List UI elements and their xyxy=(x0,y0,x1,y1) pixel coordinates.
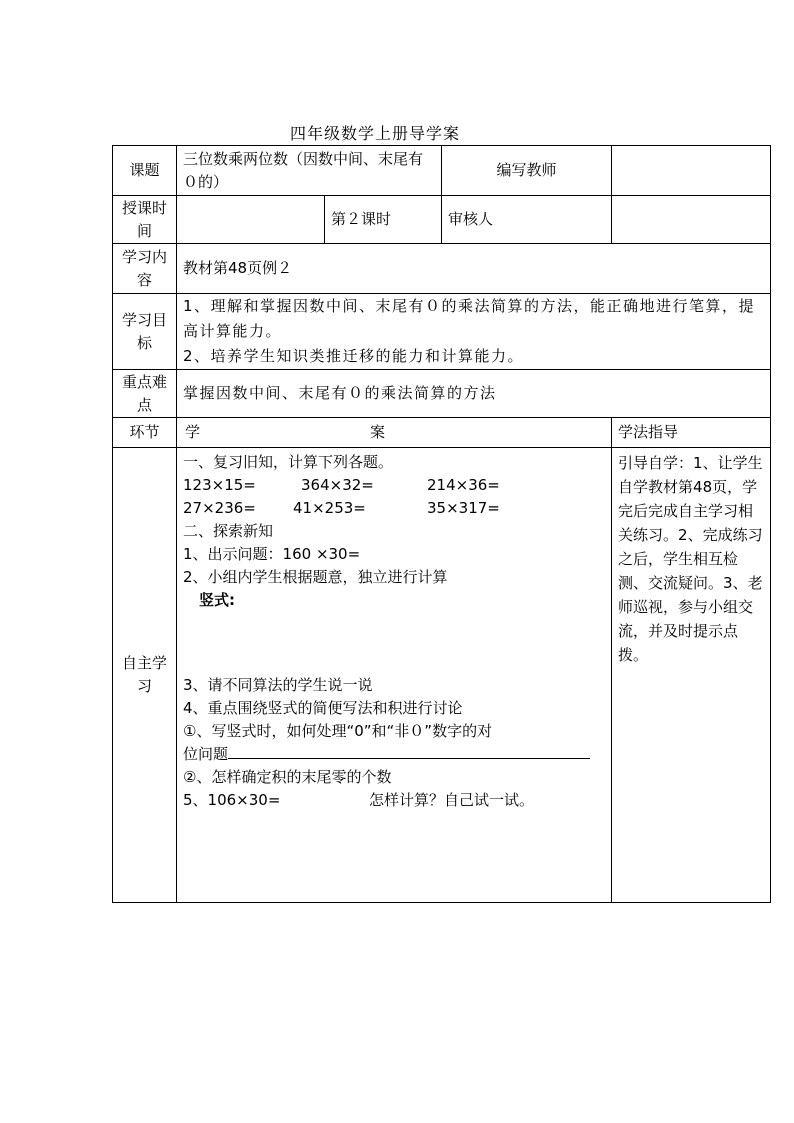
page-title: 四年级数学上册导学案 xyxy=(290,124,461,143)
calc-row: 123×15= 364×32= 214×36= xyxy=(183,476,500,494)
key-value: 掌握因数中间、末尾有０的乘法简算的方法 xyxy=(177,370,771,418)
time-value xyxy=(177,196,325,244)
vertical-calc-label: 竖式: xyxy=(199,591,235,609)
goal-label: 学习目标 xyxy=(113,294,177,370)
plan-line: 5、106×30= 怎样计算？自己试一试。 xyxy=(183,791,535,809)
plan-line: ①、写竖式时，如何处理“0”和“非０”数字的对 xyxy=(183,722,493,740)
plan-content xyxy=(177,448,612,903)
teacher-label: 编写教师 xyxy=(442,146,612,196)
reviewer-value xyxy=(612,196,771,244)
section-label: 环节 xyxy=(113,418,177,448)
plan-header-a: 学 xyxy=(185,423,201,441)
plan-line: 2、小组内学生根据题意，独立进行计算 xyxy=(183,568,448,586)
guide-header: 学法指导 xyxy=(612,418,771,448)
plan-line: ②、怎样确定积的末尾零的个数 xyxy=(183,768,392,786)
content-label: 学习内容 xyxy=(113,244,177,294)
time-label: 授课时间 xyxy=(113,196,177,244)
plan-line: 1、出示问题：160 ×30= xyxy=(183,545,361,563)
guide-content: 引导自学：1、让学生自学教材第48页，学完后完成自主学习相关练习。2、完成练习之后，学生相互检测、交流疑问。3、老师巡视，参与小组交流，并及时提示点拨。 xyxy=(612,448,771,903)
content-value: 教材第48页例２ xyxy=(177,244,771,294)
study-plan-table xyxy=(112,145,771,903)
lesson-number: 第２课时 xyxy=(325,196,442,244)
plan-line: 3、请不同算法的学生说一说 xyxy=(183,676,373,694)
reviewer-label: 审核人 xyxy=(442,196,612,244)
plan-line: 4、重点围绕竖式的简便写法和积进行讨论 xyxy=(183,699,463,717)
topic-label: 课题 xyxy=(113,146,177,196)
goal-item: 2、培养学生知识类推迁移的能力和计算能力。 xyxy=(183,347,525,365)
topic-value: 三位数乘两位数（因数中间、末尾有０的） xyxy=(177,146,442,196)
plan-header xyxy=(177,418,612,448)
plan-line: 位问题 xyxy=(183,743,605,766)
key-label: 重点难点 xyxy=(113,370,177,418)
self-study-label: 自主学习 xyxy=(113,448,177,903)
plan-line: 一、复习旧知，计算下列各题。 xyxy=(183,453,394,471)
plan-header-b: 案 xyxy=(370,423,386,441)
answer-blank xyxy=(228,743,590,759)
teacher-value xyxy=(612,146,771,196)
plan-line: 二、探索新知 xyxy=(183,522,274,540)
vertical-calc-space xyxy=(183,612,605,674)
calc-row: 27×236= 41×253= 35×317= xyxy=(183,499,500,517)
goal-item: 1、理解和掌握因数中间、末尾有０的乘法简算的方法，能正确地进行笔算，提高计算能力。 xyxy=(183,297,756,340)
goals-cell xyxy=(177,294,771,370)
